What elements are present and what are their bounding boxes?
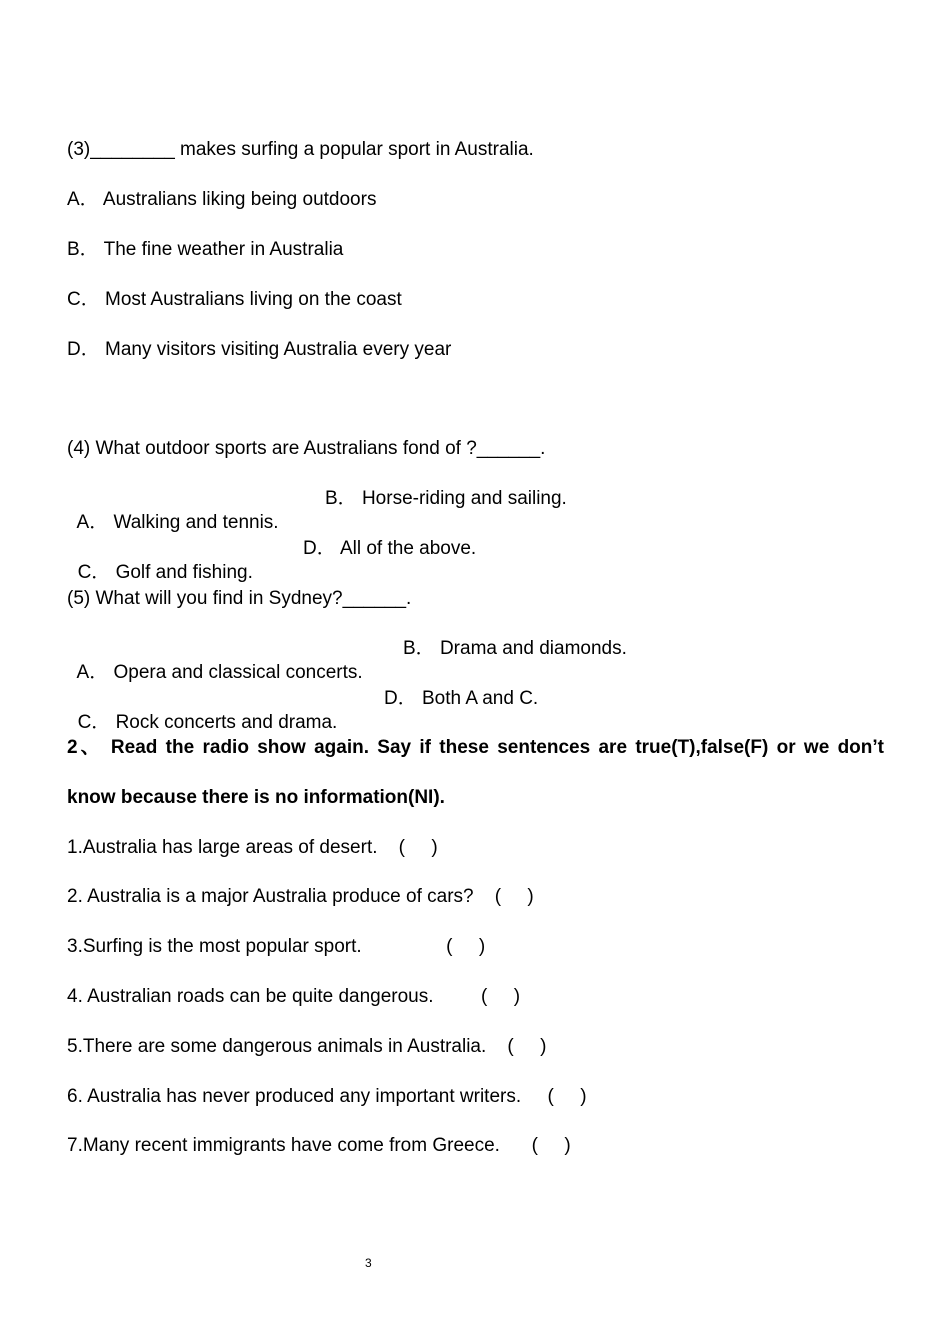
statement-4: 4. Australian roads can be quite dangerous. ( ) [67, 986, 521, 1007]
question-3-option-b: B． The fine weather in Australia [67, 239, 344, 260]
question-5-option-d: D． Both A and C. [384, 688, 539, 709]
statement-1: 1.Australia has large areas of desert. ( ) [67, 837, 438, 858]
statement-5: 5.There are some dangerous animals in Australia. ( ) [67, 1036, 547, 1057]
question-5-stem: (5) What will you find in Sydney?______. [67, 588, 412, 609]
question-5-option-c: C． Rock concerts and drama. [77, 712, 338, 733]
question-4-stem: (4) What outdoor sports are Australians fond of ?______. [67, 438, 546, 459]
page-number: 3 [365, 1256, 372, 1270]
statement-2: 2. Australia is a major Australia produce of cars? ( ) [67, 886, 534, 907]
statement-7: 7.Many recent immigrants have come from Greece. ( ) [67, 1135, 571, 1156]
question-4-option-c: C． Golf and fishing. [77, 562, 253, 583]
question-3-option-c: C． Most Australians living on the coast [67, 289, 402, 310]
question-5-option-b: B． Drama and diamonds. [403, 638, 627, 659]
section-2-heading-line-1: 2、 Read the radio show again. Say if these sentences are true(T),false(F) or we don’t [67, 737, 884, 758]
question-4-option-b: B． Horse-riding and sailing. [325, 488, 567, 509]
question-3-option-d: D． Many visitors visiting Australia every year [67, 339, 452, 360]
question-3-stem: (3)________ makes surfing a popular sport in Australia. [67, 139, 534, 160]
statement-3: 3.Surfing is the most popular sport. ( ) [67, 936, 486, 957]
question-5-option-a: A． Opera and classical concerts. [76, 662, 363, 683]
question-4-option-d: D． All of the above. [303, 538, 477, 559]
question-3-option-a: A． Australians liking being outdoors [67, 189, 377, 210]
section-2-heading-line-2: know because there is no information(NI). [67, 787, 445, 808]
question-4-option-a: A． Walking and tennis. [76, 512, 279, 533]
statement-6: 6. Australia has never produced any important writers. ( ) [67, 1086, 587, 1107]
